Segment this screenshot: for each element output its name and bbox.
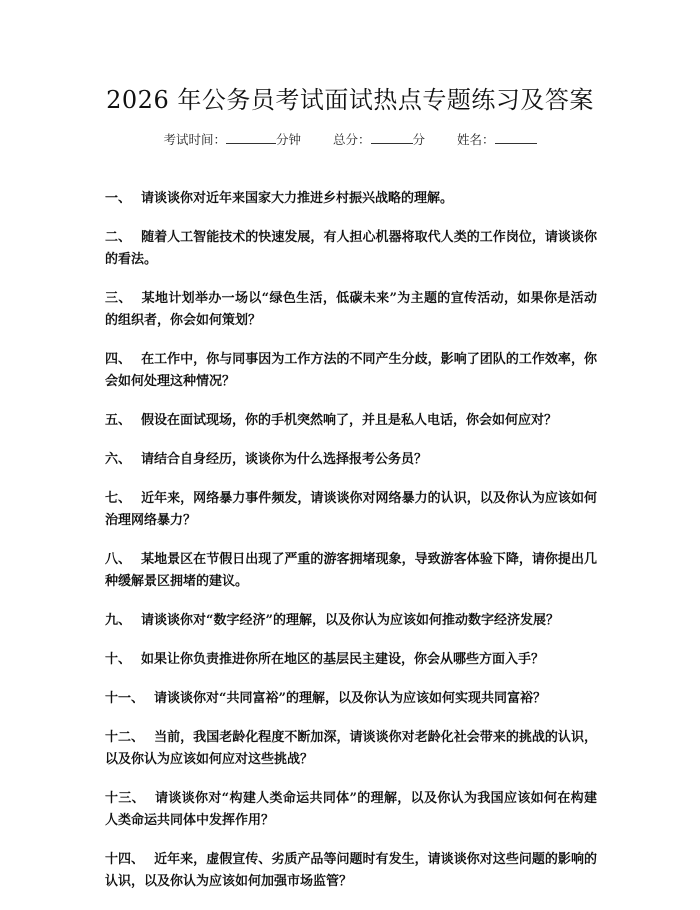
question-number: 四、: [105, 352, 132, 367]
question-item: [105, 410, 597, 432]
question-item: [105, 849, 597, 893]
question-number: 十三、: [105, 791, 146, 806]
question-item: [105, 449, 597, 471]
question-text: 请谈谈你对“构建人类命运共同体”的理解，以及你认为我国应该如何在构建人类命运共同体中发挥作用？: [105, 791, 597, 828]
document-title: 2026 年公务员考试面试热点专题练习及答案: [106, 86, 594, 114]
exam-info-row: [0, 131, 700, 149]
exam-time-blank: [226, 131, 276, 144]
question-number: 十一、: [105, 691, 145, 706]
question-item: [105, 688, 597, 710]
question-item: [105, 188, 597, 210]
question-item: [105, 727, 597, 771]
question-item: [105, 649, 597, 671]
question-item: [105, 288, 597, 332]
question-text: 如果让你负责推进你所在地区的基层民主建设，你会从哪些方面入手？: [141, 652, 545, 667]
question-number: 二、: [105, 230, 132, 245]
question-number: 十二、: [105, 730, 145, 745]
question-item: [105, 349, 597, 393]
question-text: 请结合自身经历，谈谈你为什么选择报考公务员？: [141, 452, 428, 467]
question-text: 某地计划举办一场以“绿色生活，低碳未来”为主题的宣传活动，如果你是活动的组织者，你会如何策划？: [105, 291, 597, 328]
name-label: 姓名：: [457, 132, 495, 147]
question-item: [105, 610, 597, 632]
question-item: [105, 788, 597, 832]
question-item: [105, 488, 597, 532]
question-list: [105, 188, 597, 910]
exam-time-unit: 分钟: [275, 132, 301, 147]
question-number: 六、: [105, 452, 132, 467]
name-field: [457, 131, 537, 149]
exam-time-label: 考试时间：: [163, 132, 226, 147]
total-score-label: 总分：: [332, 132, 371, 147]
question-number: 八、: [105, 552, 132, 567]
name-blank: [495, 131, 537, 144]
question-text: 近年来，虚假宣传、劣质产品等问题时有发生，请谈谈你对这些问题的影响的认识，以及你认为应该如何加强市场监管？: [105, 852, 597, 889]
question-number: 十四、: [105, 852, 145, 867]
question-text: 假设在面试现场，你的手机突然响了，并且是私人电话，你会如何应对？: [141, 413, 558, 428]
total-score-blank: [371, 131, 413, 144]
question-number: 七、: [105, 491, 132, 506]
exam-time-field: [163, 131, 301, 149]
question-text: 当前，我国老龄化程度不断加深，请谈谈你对老龄化社会带来的挑战的认识，以及你认为应该如何应对这些挑战？: [105, 730, 597, 767]
question-text: 某地景区在节假日出现了严重的游客拥堵现象，导致游客体验下降，请你提出几种缓解景区拥堵的建议。: [105, 552, 597, 589]
question-item: [105, 227, 597, 271]
question-number: 十、: [105, 652, 132, 667]
question-text: 近年来，网络暴力事件频发，请谈谈你对网络暴力的认识，以及你认为应该如何治理网络暴力？: [105, 491, 597, 528]
question-number: 三、: [105, 291, 132, 306]
question-text: 随着人工智能技术的快速发展，有人担心机器将取代人类的工作岗位，请谈谈你的看法。: [105, 230, 597, 267]
total-score-field: [333, 131, 425, 149]
question-text: 请谈谈你对“共同富裕”的理解，以及你认为应该如何实现共同富裕？: [154, 691, 546, 706]
question-number: 五、: [105, 413, 132, 428]
question-item: [105, 549, 597, 593]
question-number: 九、: [105, 613, 132, 628]
question-text: 请谈谈你对“数字经济”的理解，以及你认为应该如何推动数字经济发展？: [141, 613, 559, 628]
question-number: 一、: [105, 191, 132, 206]
question-text: 请谈谈你对近年来国家大力推进乡村振兴战略的理解。: [141, 191, 454, 206]
total-score-unit: 分: [412, 132, 426, 147]
question-text: 在工作中，你与同事因为工作方法的不同产生分歧，影响了团队的工作效率，你会如何处理这种情况？: [105, 352, 597, 389]
